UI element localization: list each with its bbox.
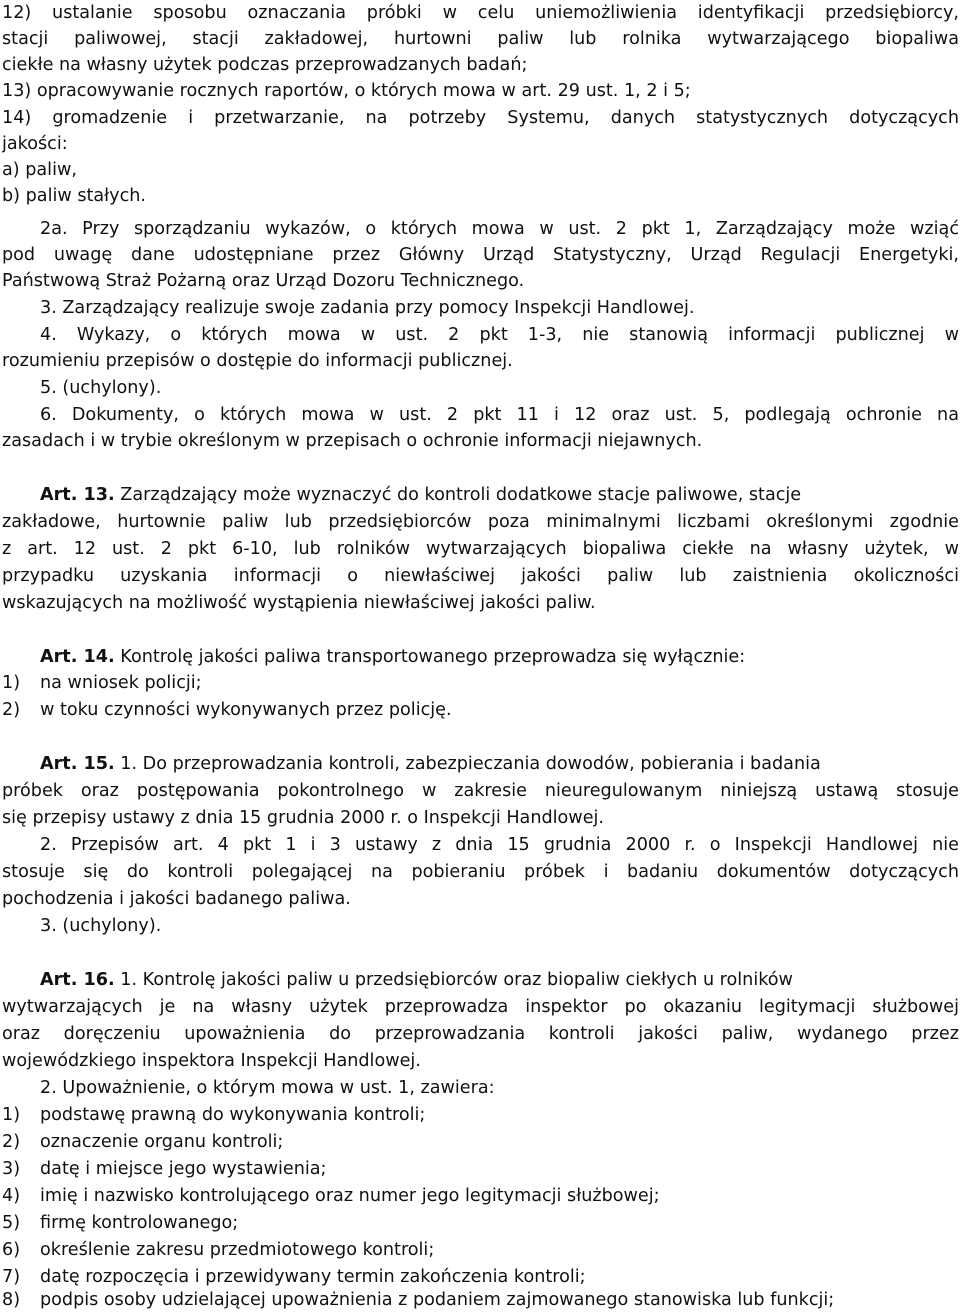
article-text: Zarządzający może wyznaczyć do kontroli dodatkowe stacje paliwowe, stacje <box>114 485 802 505</box>
list-item <box>2 1102 959 1128</box>
list-item <box>2 1183 959 1209</box>
text-line: 13) opracowywanie rocznych raportów, o których mowa w art. 29 ust. 1, 2 i 5; <box>2 81 691 101</box>
text-line: oraz doręczeniu upoważnienia do przeprowadzania kontroli jakości paliw, wydanego przez <box>2 1024 959 1044</box>
text-line: 3. Zarządzający realizuje swoje zadania przy pomocy Inspekcji Handlowej. <box>40 298 695 318</box>
list-item <box>2 1129 959 1155</box>
text-line: jakości: <box>2 134 68 154</box>
text-line: 4. Wykazy, o których mowa w ust. 2 pkt 1-3, nie stanowią informacji publicznej w <box>40 325 959 345</box>
article-text: 1. Kontrolę jakości paliw u przedsiębiorców oraz biopaliw ciekłych u rolników <box>114 970 793 990</box>
text-line: pod uwagę dane udostępniane przez Główny Urząd Statystyczny, Urząd Regulacji Energetyki, <box>2 245 959 265</box>
text-line: przypadku uzyskania informacji o niewłaściwej jakości paliw lub zaistnienia okoliczności <box>2 566 959 586</box>
text-line: 14) gromadzenie i przetwarzanie, na potrzeby Systemu, danych statystycznych dotyczących <box>2 108 959 128</box>
list-item-text: datę i miejsce jego wystawienia; <box>40 1159 327 1179</box>
list-item <box>2 1210 959 1236</box>
list-item-text: imię i nazwisko kontrolującego oraz numer jego legitymacji służbowej; <box>40 1186 660 1206</box>
text-line: b) paliw stałych. <box>2 186 147 206</box>
text-line: zakładowe, hurtownie paliw lub przedsiębiorców poza minimalnymi liczbami określonymi zgodnie <box>2 512 959 532</box>
article-label: Art. 13. <box>40 485 115 505</box>
list-item-text: podpis osoby udzielającej upoważnienia z podaniem zajmowanego stanowiska lub funkcji; <box>40 1290 835 1310</box>
list-item-text: podstawę prawną do wykonywania kontroli; <box>40 1105 426 1125</box>
list-item-number: 2) <box>2 1132 21 1152</box>
list-item <box>2 1237 959 1263</box>
list-item <box>2 697 959 723</box>
text-line: stacji paliwowej, stacji zakładowej, hurtowni paliw lub rolnika wytwarzającego biopaliwa <box>2 29 959 49</box>
list-item-number: 1) <box>2 673 21 693</box>
text-line: próbek oraz postępowania pokontrolnego w zakresie nieuregulowanym niniejszą ustawą stosuje <box>2 781 959 801</box>
text-line: 2. Przepisów art. 4 pkt 1 i 3 ustawy z dnia 15 grudnia 2000 r. o Inspekcji Handlowej nie <box>40 835 959 855</box>
article-15-first-line <box>40 751 959 777</box>
text-line: 2. Upoważnienie, o którym mowa w ust. 1, zawiera: <box>40 1078 495 1098</box>
article-text: 1. Do przeprowadzania kontroli, zabezpieczania dowodów, pobierania i badania <box>114 754 821 774</box>
list-item-text: określenie zakresu przedmiotowego kontroli; <box>40 1240 435 1260</box>
text-line: 6. Dokumenty, o których mowa w ust. 2 pkt 11 i 12 oraz ust. 5, podlegają ochronie na <box>40 405 959 425</box>
text-line: wytwarzających je na własny użytek przeprowadza inspektor po okazaniu legitymacji służbowej <box>2 997 959 1017</box>
article-text: Kontrolę jakości paliwa transportowanego przeprowadza się wyłącznie: <box>114 647 746 667</box>
text-line: z art. 12 ust. 2 pkt 6-10, lub rolników wytwarzających biopaliwa ciekłe na własny użytek, w <box>2 539 959 559</box>
list-item-number: 3) <box>2 1159 21 1179</box>
text-line: a) paliw, <box>2 160 77 180</box>
list-item-number: 8) <box>2 1290 21 1310</box>
list-item-number: 4) <box>2 1186 21 1206</box>
text-line: rozumieniu przepisów o dostępie do informacji publicznej. <box>2 351 513 371</box>
text-line: ciekłe na własny użytek podczas przeprowadzanych badań; <box>2 55 528 75</box>
list-item <box>2 1156 959 1182</box>
article-label: Art. 16. <box>40 970 115 990</box>
article-16-first-line <box>40 967 959 993</box>
text-line: się przepisy ustawy z dnia 15 grudnia 2000 r. o Inspekcji Handlowej. <box>2 808 605 828</box>
list-item <box>2 1287 959 1313</box>
list-item-number: 5) <box>2 1213 21 1233</box>
list-item-text: w toku czynności wykonywanych przez policję. <box>40 700 452 720</box>
text-line: 5. (uchylony). <box>40 378 162 398</box>
list-item-text: firmę kontrolowanego; <box>40 1213 239 1233</box>
list-item-text: datę rozpoczęcia i przewidywany termin zakończenia kontroli; <box>40 1267 586 1287</box>
text-line: 12) ustalanie sposobu oznaczania próbki w celu uniemożliwienia identyfikacji przedsiębiorcy, <box>2 3 959 23</box>
text-line: zasadach i w trybie określonym w przepisach o ochronie informacji niejawnych. <box>2 431 703 451</box>
article-13-first-line <box>40 482 959 508</box>
list-item-text: oznaczenie organu kontroli; <box>40 1132 284 1152</box>
text-line: wojewódzkiego inspektora Inspekcji Handlowej. <box>2 1051 421 1071</box>
text-line: Państwową Straż Pożarną oraz Urząd Dozoru Technicznego. <box>2 271 525 291</box>
list-item-number: 7) <box>2 1267 21 1287</box>
text-line: wskazujących na możliwość wystąpienia niewłaściwej jakości paliw. <box>2 593 596 613</box>
text-line: 3. (uchylony). <box>40 916 162 936</box>
list-item-number: 1) <box>2 1105 21 1125</box>
list-item-number: 2) <box>2 700 21 720</box>
list-item-number: 6) <box>2 1240 21 1260</box>
article-label: Art. 14. <box>40 647 115 667</box>
text-line: stosuje się do kontroli polegającej na pobieraniu próbek i badaniu dokumentów dotyczących <box>2 862 959 882</box>
text-line: 2a. Przy sporządzaniu wykazów, o których mowa w ust. 2 pkt 1, Zarządzający może wziąć <box>40 219 959 239</box>
text-line: pochodzenia i jakości badanego paliwa. <box>2 889 351 909</box>
list-item-text: na wniosek policji; <box>40 673 202 693</box>
list-item <box>2 670 959 696</box>
article-label: Art. 15. <box>40 754 115 774</box>
article-14-first-line <box>40 644 960 670</box>
